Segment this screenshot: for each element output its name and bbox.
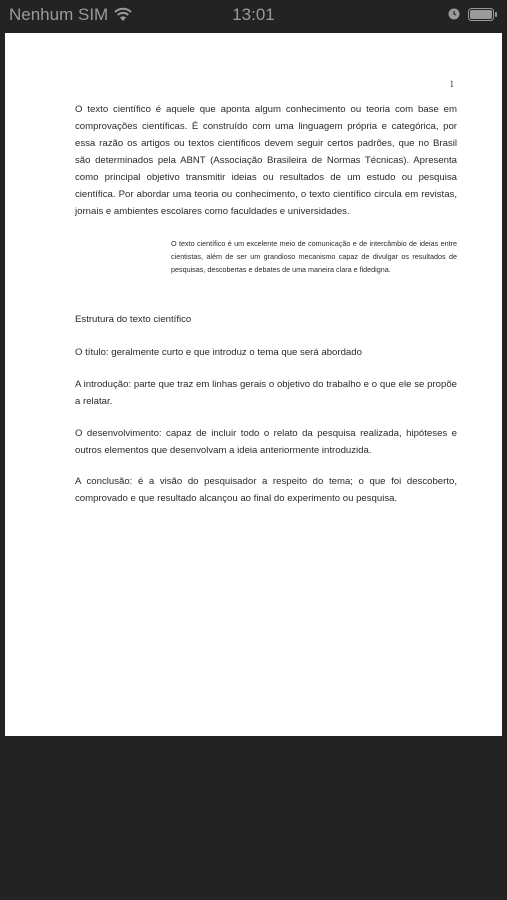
- item-conclusion: A conclusão: é a visão do pesquisador a respeito do tema; o que foi descoberto, comprovado e que resultado alcançou ao final do experimento ou pesquisa.: [75, 476, 457, 504]
- clock: 13:01: [232, 5, 275, 24]
- status-bar: [0, 0, 507, 30]
- item-introduction: A introdução: parte que traz em linhas gerais o objetivo do trabalho e o que ele se propõe a relatar.: [75, 379, 457, 407]
- paragraph-intro: O texto científico é aquele que aponta algum conhecimento ou teoria com base em comprovações científicas. É construído com uma linguagem própria e categórica, por essa razão os artigos ou textos científicos devem seguir certos padrões, que no Brasil são determinados pela ABNT (Associação Brasileira de Normas Técnicas). Apresenta como principal objetivo transmitir ideias ou resultados de um estudo ou pesquisa científica. Por abordar uma teoria ou conhecimento, o texto científico circula em revistas, jornais e ambientes escolares como faculdades e universidades.: [75, 104, 457, 217]
- section-heading: Estrutura do texto científico: [75, 314, 192, 325]
- item-development: O desenvolvimento: capaz de incluir todo o relato da pesquisa realizada, hipóteses e outros elementos que desenvolvam a ideia anteriormente introduzida.: [75, 428, 457, 456]
- battery-icon: [468, 8, 498, 21]
- block-quote: O texto científico é um excelente meio de comunicação e de intercâmbio de ideias entre cientistas, além de ser um grandioso mecanismo capaz de divulgar os resultados de pesquisas, descobertas e debates de uma maneira clara e fidedigna.: [171, 239, 457, 274]
- viewer-background: [0, 736, 507, 900]
- item-title: O título: geralmente curto e que introduz o tema que será abordado: [75, 347, 362, 358]
- carrier-label: Nenhum SIM: [9, 5, 109, 24]
- alarm-icon: [448, 8, 460, 20]
- page-number: 1: [449, 79, 454, 89]
- document-page[interactable]: [5, 33, 502, 736]
